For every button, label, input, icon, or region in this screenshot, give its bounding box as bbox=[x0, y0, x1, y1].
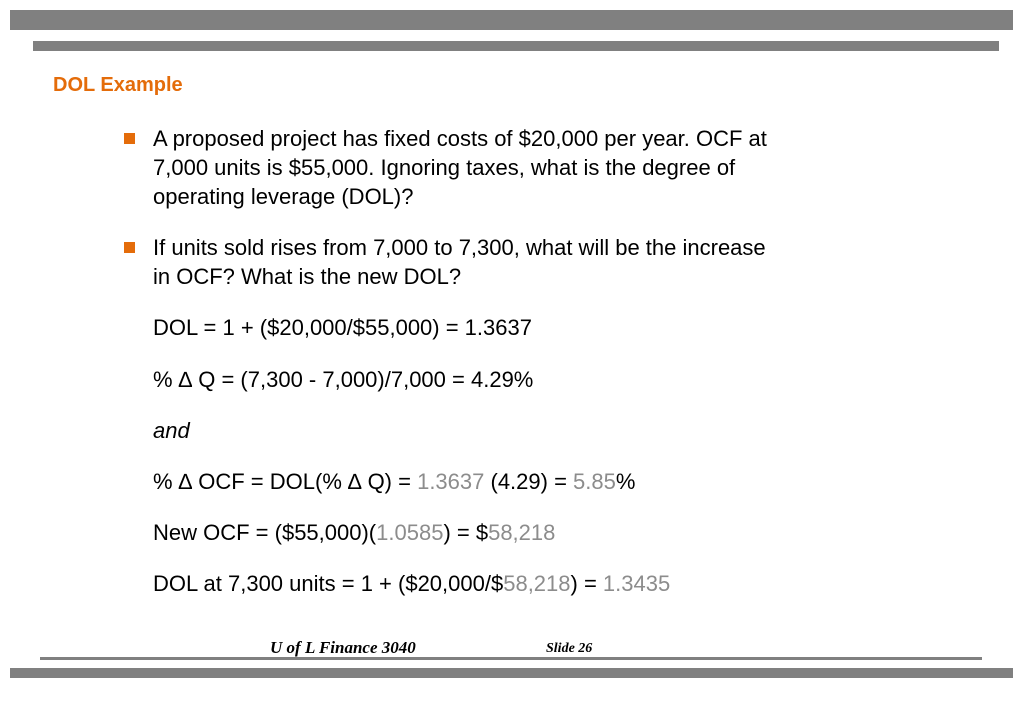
pct-change-ocf-calculation bbox=[153, 467, 635, 496]
bullet-1-line-2: 7,000 units is $55,000. Ignoring taxes, what is the degree of bbox=[153, 155, 736, 180]
dol-calculation: DOL = 1 + ($20,000/$55,000) = 1.3637 bbox=[153, 315, 532, 340]
new-dol-prefix: DOL at 7,300 units = 1 + ($20,000/$ bbox=[153, 571, 504, 596]
new-dol-result: 1.3435 bbox=[602, 571, 671, 596]
new-ocf-result: 58,218 bbox=[488, 520, 556, 545]
slide-title: DOL Example bbox=[53, 74, 183, 96]
pct-ocf-middle: (4.29) = bbox=[484, 469, 574, 494]
new-ocf-factor: 1.0585 bbox=[376, 520, 444, 545]
and-text: and bbox=[153, 418, 190, 443]
pct-change-q-calculation: % ∆ Q = (7,300 - 7,000)/7,000 = 4.29% bbox=[153, 367, 534, 392]
new-ocf-calculation bbox=[153, 518, 555, 547]
footer-course: U of L Finance 3040 bbox=[270, 638, 416, 657]
new-ocf-prefix: New OCF = ($55,000)( bbox=[153, 520, 377, 545]
new-dol-calculation bbox=[153, 569, 670, 598]
bullet-1-line-1: A proposed project has fixed costs of $20,000 per year. OCF at bbox=[153, 126, 767, 151]
footer-bar bbox=[10, 668, 1013, 678]
bullet-2-line-1: If units sold rises from 7,000 to 7,300, what will be the increase bbox=[153, 235, 766, 260]
bullet-2-line-2: in OCF? What is the new DOL? bbox=[153, 264, 462, 289]
header-bar-top bbox=[10, 10, 1013, 30]
new-ocf-middle: ) = $ bbox=[443, 520, 489, 545]
footer-line bbox=[40, 657, 982, 660]
pct-ocf-prefix: % ∆ OCF = DOL(% ∆ Q) = bbox=[153, 469, 418, 494]
bullet-1 bbox=[153, 124, 923, 211]
header-bar-bottom bbox=[33, 41, 999, 51]
new-dol-ocf: 58,218 bbox=[503, 571, 571, 596]
footer-slide-number: Slide 26 bbox=[546, 641, 593, 656]
pct-ocf-suffix: % bbox=[615, 469, 636, 494]
pct-ocf-result: 5.85 bbox=[573, 469, 616, 494]
pct-ocf-dol-value: 1.3637 bbox=[417, 469, 485, 494]
new-dol-middle: ) = bbox=[570, 571, 603, 596]
bullet-2 bbox=[153, 233, 923, 291]
bullet-1-line-3: operating leverage (DOL)? bbox=[153, 184, 414, 209]
bullet-square-icon bbox=[124, 242, 135, 253]
bullet-square-icon bbox=[124, 133, 135, 144]
